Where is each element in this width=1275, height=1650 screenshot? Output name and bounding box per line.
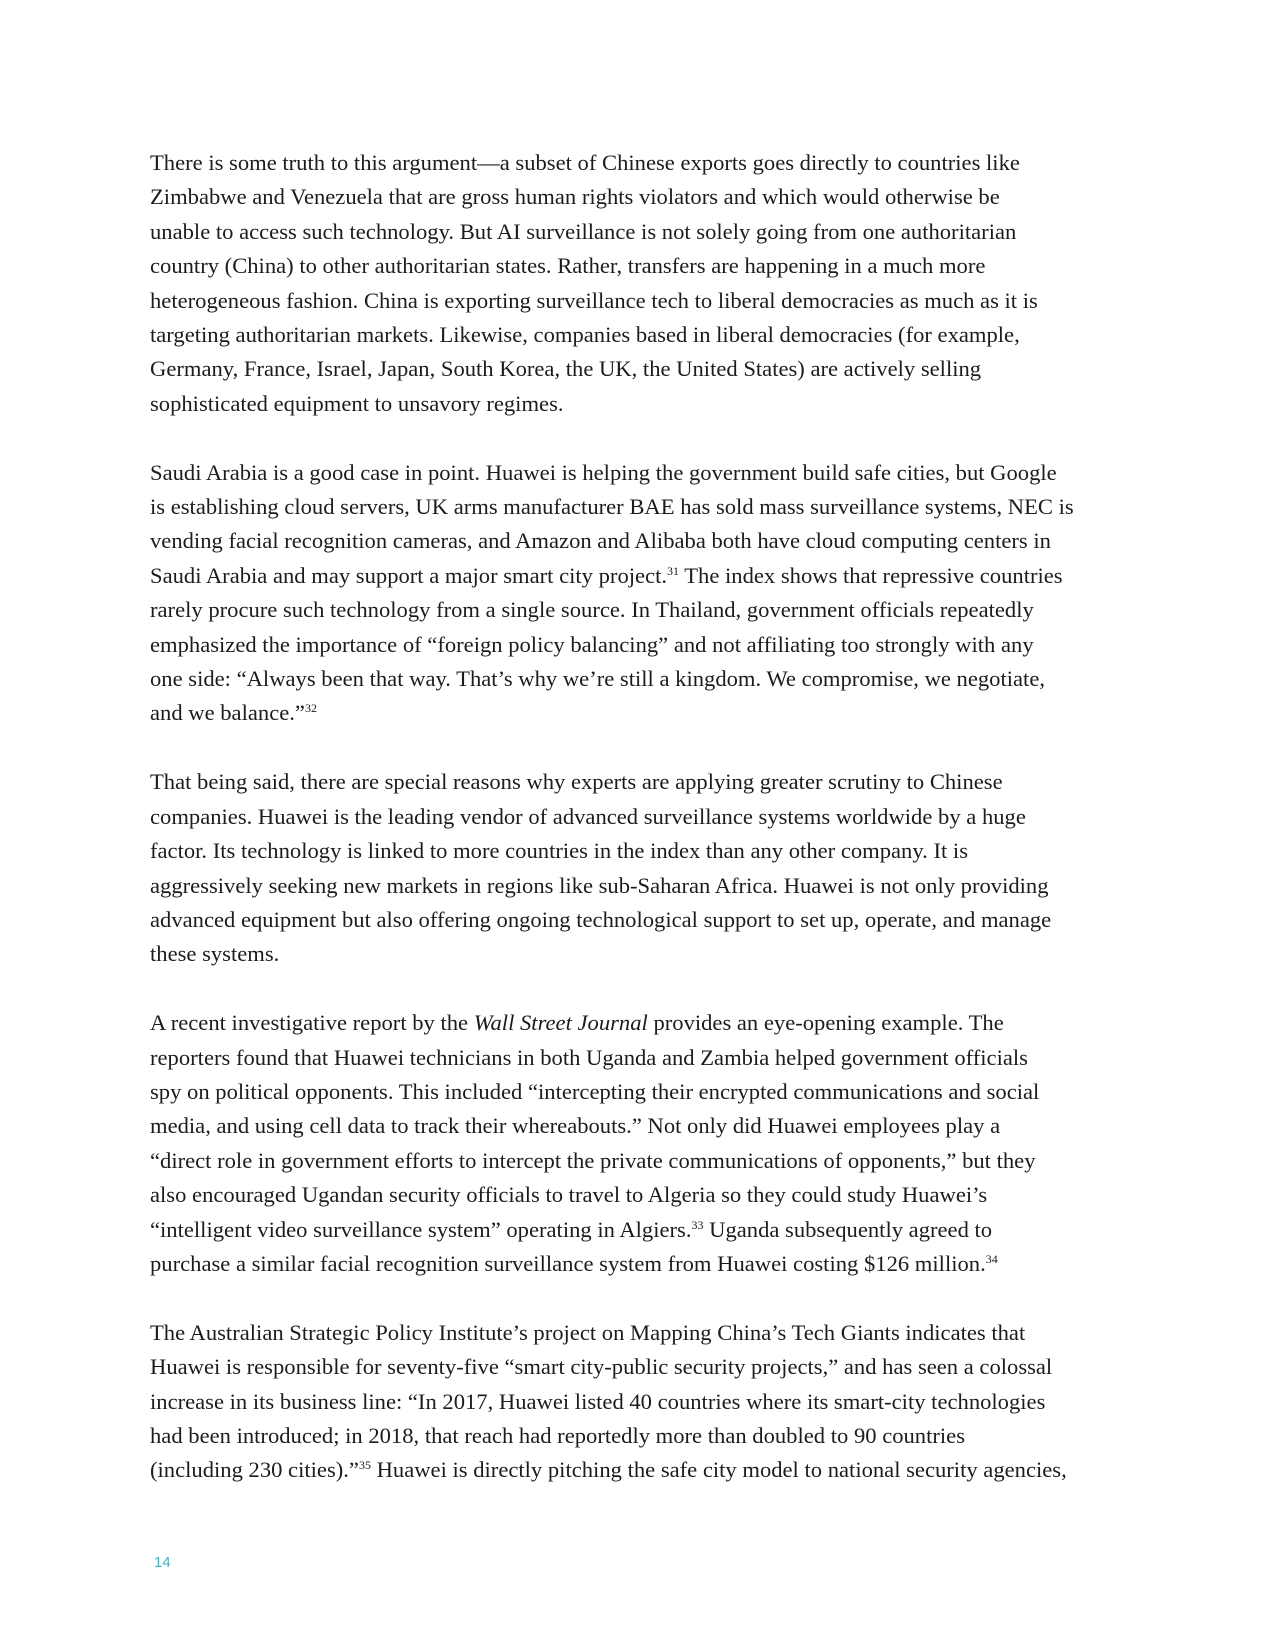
text-line <box>150 387 1135 421</box>
text-run: Saudi Arabia and may support a major smart city project. <box>150 562 668 588</box>
text-run: companies. Huawei is the leading vendor of advanced surveillance systems worldwide by a huge <box>150 803 1026 829</box>
text-run: vending facial recognition cameras, and Amazon and Alibaba both have cloud computing centers in <box>150 528 1051 554</box>
text-line <box>150 1178 1135 1212</box>
italic-title: Wall Street Journal <box>473 1010 648 1036</box>
text-line <box>150 800 1135 834</box>
footnote-reference: 35 <box>358 1458 371 1473</box>
text-line <box>150 559 1135 593</box>
text-line <box>150 1419 1135 1453</box>
text-run: That being said, there are special reasons why experts are applying greater scrutiny to Chinese <box>150 769 1003 795</box>
text-line <box>150 352 1135 386</box>
text-line <box>150 284 1135 318</box>
text-line <box>150 1350 1135 1384</box>
text-line <box>150 1075 1135 1109</box>
text-run: emphasized the importance of “foreign policy balancing” and not affiliating too strongly with any <box>150 631 1034 657</box>
text-run: increase in its business line: “In 2017, Huawei listed 40 countries where its smart-city technologies <box>150 1388 1046 1414</box>
text-run: (including 230 cities).” <box>150 1457 359 1483</box>
text-run: “direct role in government efforts to intercept the private communications of opponents,” but they <box>150 1147 1036 1173</box>
text-line <box>150 869 1135 903</box>
text-run: Germany, France, Israel, Japan, South Korea, the UK, the United States) are actively selling <box>150 356 982 382</box>
text-line <box>150 1006 1135 1040</box>
text-line <box>150 146 1135 180</box>
text-run: aggressively seeking new markets in regions like sub-Saharan Africa. Huawei is not only providing <box>150 872 1049 898</box>
text-line <box>150 765 1135 799</box>
text-line <box>150 628 1135 662</box>
text-line <box>150 1041 1135 1075</box>
text-run: rarely procure such technology from a single source. In Thailand, government officials repeatedly <box>150 597 1034 623</box>
footnote-reference: 31 <box>667 563 680 578</box>
paragraph-1 <box>150 146 1135 421</box>
text-line <box>150 696 1135 730</box>
text-run: Huawei is directly pitching the safe city model to national security agencies, <box>370 1457 1067 1483</box>
text-run: these systems. <box>150 941 280 967</box>
text-run: There is some truth to this argument—a subset of Chinese exports goes directly to countries like <box>150 150 1020 175</box>
text-line <box>150 180 1135 214</box>
text-run: purchase a similar facial recognition surveillance system from Huawei costing $126 million. <box>150 1250 986 1276</box>
text-line <box>150 456 1135 490</box>
text-run: Uganda subsequently agreed to <box>703 1216 993 1242</box>
text-run: provides an eye-opening example. The <box>647 1010 1004 1036</box>
page-number: 14 <box>154 1554 171 1571</box>
text-run: spy on political opponents. This included “intercepting their encrypted communications and social <box>150 1078 1040 1104</box>
text-line <box>150 318 1135 352</box>
text-line <box>150 1453 1135 1487</box>
text-run: reporters found that Huawei technicians in both Uganda and Zambia helped government officials <box>150 1044 1028 1070</box>
text-line <box>150 215 1135 249</box>
text-line <box>150 593 1135 627</box>
text-run: The Australian Strategic Policy Institute’s project on Mapping China’s Tech Giants indicates that <box>150 1319 1026 1345</box>
text-line <box>150 1247 1135 1281</box>
text-run: and we balance.” <box>150 700 305 726</box>
text-run: The index shows that repressive countries <box>679 562 1063 588</box>
text-run: Zimbabwe and Venezuela that are gross human rights violators and which would otherwise be <box>150 184 1000 210</box>
text-run: Saudi Arabia is a good case in point. Huawei is helping the government build safe cities, but Google <box>150 459 1057 485</box>
paragraph-5 <box>150 1316 1135 1488</box>
text-run: heterogeneous fashion. China is exporting surveillance tech to liberal democracies as much as it is <box>150 287 1038 313</box>
text-run: had been introduced; in 2018, that reach had reportedly more than doubled to 90 countries <box>150 1422 966 1448</box>
text-run: country (China) to other authoritarian states. Rather, transfers are happening in a much more <box>150 253 986 279</box>
text-line <box>150 524 1135 558</box>
text-run: advanced equipment but also offering ongoing technological support to set up, operate, and manage <box>150 906 1052 932</box>
text-line <box>150 1109 1135 1143</box>
text-run: A recent investigative report by the <box>150 1010 474 1036</box>
text-run: targeting authoritarian markets. Likewise, companies based in liberal democracies (for example, <box>150 322 1020 348</box>
text-run: is establishing cloud servers, UK arms manufacturer BAE has sold mass surveillance systems, NEC is <box>150 494 1074 520</box>
paragraph-4 <box>150 1006 1135 1281</box>
text-line <box>150 1385 1135 1419</box>
text-run: media, and using cell data to track their whereabouts.” Not only did Huawei employees play a <box>150 1113 1001 1139</box>
text-run: also encouraged Ugandan security officials to travel to Algeria so they could study Huawei’s <box>150 1182 988 1208</box>
text-run: unable to access such technology. But AI surveillance is not solely going from one authoritarian <box>150 218 1017 244</box>
body-text <box>150 146 1135 1522</box>
text-line <box>150 937 1135 971</box>
text-run: Huawei is responsible for seventy-five “smart city-public security projects,” and has seen a colossal <box>150 1354 1053 1380</box>
paragraph-2 <box>150 456 1135 731</box>
text-line <box>150 1213 1135 1247</box>
footnote-reference: 32 <box>304 701 317 716</box>
footnote-reference: 34 <box>985 1251 998 1266</box>
text-run: sophisticated equipment to unsavory regimes. <box>150 390 564 416</box>
text-line <box>150 834 1135 868</box>
text-line <box>150 1316 1135 1350</box>
paragraph-3 <box>150 765 1135 971</box>
text-line <box>150 490 1135 524</box>
text-run: one side: “Always been that way. That’s why we’re still a kingdom. We compromise, we negotiate, <box>150 666 1046 692</box>
text-line <box>150 249 1135 283</box>
text-line <box>150 903 1135 937</box>
footnote-reference: 33 <box>691 1217 704 1232</box>
text-run: factor. Its technology is linked to more countries in the index than any other company. It is <box>150 838 968 864</box>
text-line <box>150 1144 1135 1178</box>
text-line <box>150 662 1135 696</box>
text-run: “intelligent video surveillance system” operating in Algiers. <box>150 1216 692 1242</box>
